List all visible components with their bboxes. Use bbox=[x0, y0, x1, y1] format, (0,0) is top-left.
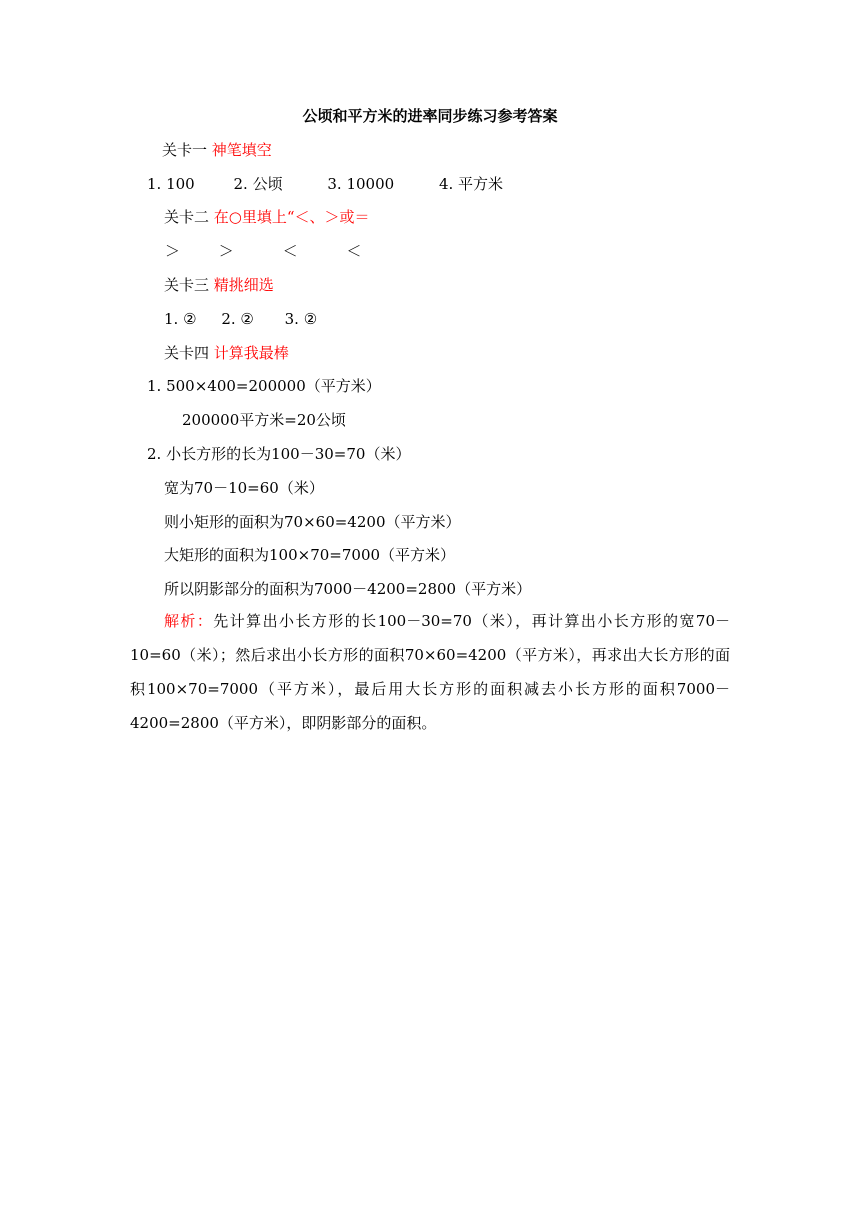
level3-answer-2: 2. ② bbox=[221, 310, 254, 328]
level3-answer-1: 1. ② bbox=[164, 310, 197, 328]
level1-heading: 神笔填空 bbox=[211, 141, 272, 159]
level3-answers bbox=[164, 309, 317, 329]
level4-label: 关卡四 bbox=[164, 344, 210, 362]
level1-answer-3: 3. 10000 bbox=[327, 175, 395, 193]
q1-line1: 1. 500×400=200000（平方米） bbox=[147, 377, 381, 395]
level3-heading: 精挑细选 bbox=[213, 276, 274, 294]
analysis-paragraph bbox=[130, 604, 730, 740]
level3-answer-3: 3. ② bbox=[284, 310, 318, 328]
analysis-label: 解析： bbox=[164, 612, 214, 630]
level1-label: 关卡一 bbox=[162, 141, 208, 159]
level2-answer-2: ＞ bbox=[218, 242, 234, 260]
level2-answers bbox=[165, 241, 361, 261]
level4-heading: 计算我最棒 bbox=[213, 344, 289, 362]
level2-heading: 在○里填上“＜、＞或＝ bbox=[213, 208, 370, 226]
q1-line2: 200000平方米=20公顷 bbox=[182, 411, 346, 429]
q2-line1: 2. 小长方形的长为100－30=70（米） bbox=[147, 445, 411, 463]
level1-header bbox=[162, 140, 272, 160]
level1-answer-2: 2. 公顷 bbox=[233, 175, 283, 193]
level3-header bbox=[164, 275, 274, 295]
q2-line5: 所以阴影部分的面积为7000－4200=2800（平方米） bbox=[164, 580, 532, 598]
level2-header bbox=[164, 207, 370, 227]
level3-label: 关卡三 bbox=[164, 276, 210, 294]
q2-line3: 则小矩形的面积为70×60=4200（平方米） bbox=[164, 513, 461, 531]
level2-label: 关卡二 bbox=[164, 208, 210, 226]
level1-answer-4: 4. 平方米 bbox=[438, 175, 504, 193]
level1-answers bbox=[147, 174, 503, 194]
level4-header bbox=[164, 343, 289, 363]
analysis-text: 先计算出小长方形的长100－30=70（米），再计算出小长方形的宽70－10=60（米）；然后求出小长方形的面积70×60=4200（平方米），再求出大长方形的面积100×70=7000（平方米），最后用大长方形的面积减去小长方形的面积7000－4200=2800（平方米），即阴影部分的面积。 bbox=[130, 612, 730, 732]
level1-answer-1: 1. 100 bbox=[147, 175, 195, 193]
level2-answer-3: ＜ bbox=[282, 242, 298, 260]
page-title: 公顷和平方米的进率同步练习参考答案 bbox=[302, 107, 558, 125]
q2-line2: 宽为70－10=60（米） bbox=[164, 479, 324, 497]
level2-answer-1: ＞ bbox=[165, 242, 181, 260]
q2-line4: 大矩形的面积为100×70=7000（平方米） bbox=[164, 546, 456, 564]
level2-answer-4: ＜ bbox=[346, 242, 362, 260]
